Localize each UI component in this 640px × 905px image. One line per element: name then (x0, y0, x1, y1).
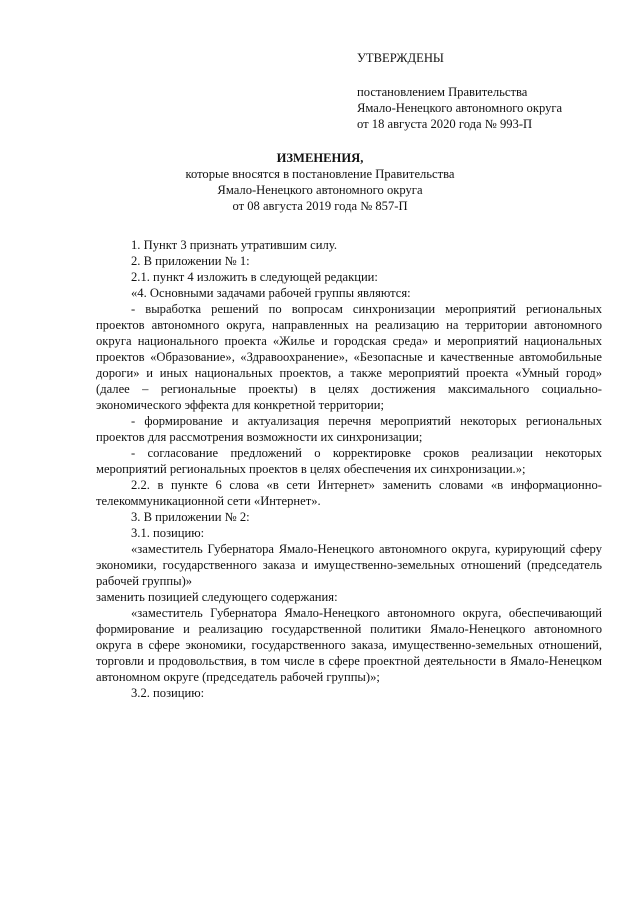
paragraph: - согласование предложений о корректировке сроков реализации некоторых мероприятий региональных проектов в целях обеспечения их синхронизации.»; (96, 445, 602, 476)
document-heading (150, 151, 490, 215)
paragraph: 1. Пункт 3 признать утратившим силу. (131, 238, 337, 252)
paragraph: «заместитель Губернатора Ямало-Ненецкого автономного округа, обеспечивающий формирование и реализацию государственной политики Ямало-Ненецкого автономного округа в сфере экономики, государственного заказа, имущественно-земельных отношений, торговли и продовольствия, в том числе в сфере проектной деятельности в Ямало-Ненецком автономном округе (председатель рабочей группы)»; (96, 605, 602, 684)
approval-line: Ямало-Ненецкого автономного округа (357, 100, 563, 115)
heading-line: Ямало-Ненецкого автономного округа (217, 182, 423, 197)
paragraph: 2.2. в пункте 6 слова «в сети Интернет» заменить словами «в информационно-телекоммуникационной сети «Интернет». (96, 477, 602, 508)
paragraph: 2.1. пункт 4 изложить в следующей редакции: (131, 269, 378, 284)
heading-line: которые вносятся в постановление Правительства (185, 166, 455, 181)
paragraph: 2. В приложении № 1: (131, 253, 250, 268)
paragraph: 3.1. позицию: (131, 525, 205, 540)
approval-block (357, 51, 627, 133)
paragraph: 3. В приложении № 2: (131, 509, 250, 524)
document-body (96, 238, 602, 702)
paragraph: «заместитель Губернатора Ямало-Ненецкого автономного округа, курирующий сферу экономики, государственного заказа и имущественно-земельных отношений (председатель рабочей группы)» (96, 541, 602, 588)
heading-title: ИЗМЕНЕНИЯ, (276, 151, 364, 165)
paragraph: «4. Основными задачами рабочей группы являются: (131, 285, 411, 300)
paragraph: - формирование и актуализация перечня мероприятий некоторых региональных проектов для рассмотрения возможности их синхронизации; (96, 413, 602, 444)
paragraph: заменить позицией следующего содержания: (96, 589, 338, 604)
approval-line: от 18 августа 2020 года № 993-П (357, 116, 533, 131)
paragraph: - выработка решений по вопросам синхронизации мероприятий региональных проектов автономного округа, направленных на реализацию на территории автономного округа национального проекта «Жилье и городская среда» и мероприятий национальных проектов «Образование», «Здравоохранение», «Безопасные и качественные автомобильные дороги» и иных национальных проектов, а также мероприятий проекта «Умный город» (далее – региональные проекты) в целях достижения максимального социально-экономического эффекта для конкретной территории; (96, 301, 602, 412)
heading-line: от 08 августа 2019 года № 857-П (232, 198, 408, 213)
approval-line: постановлением Правительства (357, 84, 528, 99)
paragraph: 3.2. позицию: (131, 685, 205, 700)
approval-title: УТВЕРЖДЕНЫ (357, 51, 444, 65)
